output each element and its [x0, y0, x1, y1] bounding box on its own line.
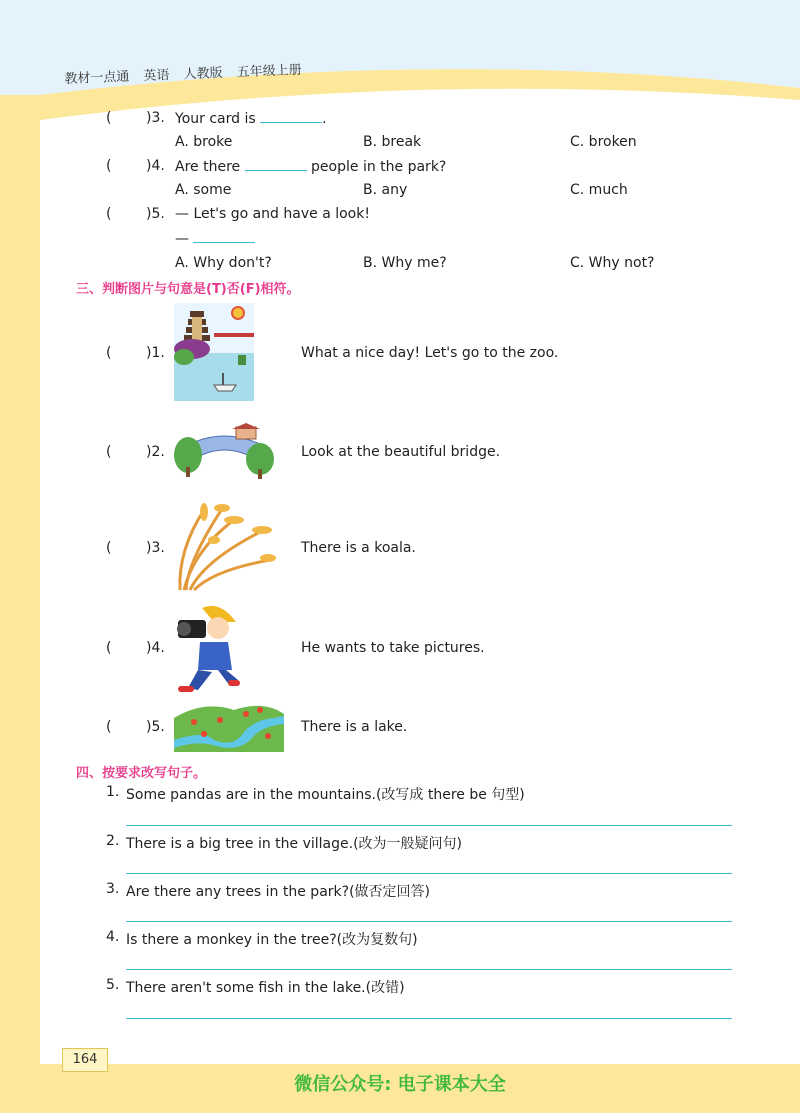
answer-paren[interactable]: (: [106, 640, 112, 656]
mc-number: )4.: [146, 158, 165, 174]
photographer-boy-picture: [174, 600, 240, 696]
rewrite-number: 1.: [106, 784, 120, 800]
item-number: )3.: [146, 540, 165, 556]
item-sentence: There is a koala.: [301, 540, 416, 556]
answer-paren[interactable]: (: [106, 540, 112, 556]
answer-line[interactable]: [126, 873, 732, 874]
header-grade: 五年级上册: [236, 62, 303, 81]
section-title: 三、判断图片与句意是(T)否(F)相符。: [76, 282, 300, 297]
option-b: B. Why me?: [363, 255, 447, 271]
section-title: 四、按要求改写句子。: [76, 766, 207, 781]
answer-blank[interactable]: [193, 230, 255, 243]
wheat-picture: [174, 500, 276, 592]
mc-question: [175, 110, 327, 127]
mc-reply: [175, 230, 255, 247]
mc-question: [175, 158, 446, 175]
bridge-picture: [174, 423, 276, 479]
answer-paren[interactable]: (: [106, 444, 112, 460]
rewrite-prompt: Are there any trees in the park?(做否定回答): [126, 884, 430, 900]
answer-line[interactable]: [126, 921, 732, 922]
river-landscape-picture: [174, 700, 284, 752]
option-a: A. Why don't?: [175, 255, 272, 271]
item-sentence: Look at the beautiful bridge.: [301, 444, 501, 460]
answer-paren[interactable]: (: [106, 719, 112, 735]
item-sentence: He wants to take pictures.: [301, 640, 485, 656]
mc-question-text: Your card is: [175, 111, 256, 127]
mc-question-text: — Let's go and have a look!: [175, 206, 370, 222]
rewrite-number: 4.: [106, 929, 120, 945]
rewrite-number: 2.: [106, 833, 120, 849]
answer-line[interactable]: [126, 1018, 732, 1019]
mc-question-end: people in the park?: [311, 159, 447, 175]
item-number: )4.: [146, 640, 165, 656]
mc-question-end: .: [322, 111, 327, 127]
rewrite-prompt: Is there a monkey in the tree?(改为复数句): [126, 932, 418, 948]
rewrite-number: 3.: [106, 881, 120, 897]
item-number: )5.: [146, 719, 165, 735]
page-number: 164: [62, 1048, 108, 1072]
answer-paren[interactable]: (: [106, 206, 112, 222]
mc-number: )3.: [146, 110, 165, 126]
mc-question-text: Are there: [175, 159, 241, 175]
option-a: A. broke: [175, 134, 233, 150]
mc-number: )5.: [146, 206, 165, 222]
item-sentence: There is a lake.: [301, 719, 408, 735]
header-band: [0, 0, 800, 120]
rewrite-prompt: Some pandas are in the mountains.(改写成 there be 句型): [126, 787, 525, 803]
left-margin-band: [0, 95, 40, 1113]
item-number: )2.: [146, 444, 165, 460]
answer-paren[interactable]: (: [106, 345, 112, 361]
answer-blank[interactable]: [245, 158, 307, 171]
option-c: C. broken: [570, 134, 637, 150]
option-b: B. break: [363, 134, 422, 150]
answer-line[interactable]: [126, 825, 732, 826]
item-number: )1.: [146, 345, 165, 361]
rewrite-prompt: There aren't some fish in the lake.(改错): [126, 980, 405, 996]
rewrite-prompt: There is a big tree in the village.(改为一般疑问句): [126, 836, 462, 852]
header-edition: 人教版: [183, 65, 223, 83]
rewrite-number: 5.: [106, 977, 120, 993]
option-c: C. much: [570, 182, 628, 198]
header-book: 教材一点通: [64, 69, 130, 87]
reply-dash: —: [175, 231, 189, 247]
footer-watermark: 微信公众号: 电子课本大全: [294, 1074, 506, 1095]
pagoda-park-picture: [174, 303, 254, 401]
answer-blank[interactable]: [260, 110, 322, 123]
answer-paren[interactable]: (: [106, 158, 112, 174]
option-a: A. some: [175, 182, 232, 198]
header-subject: 英语: [143, 67, 170, 84]
answer-paren[interactable]: (: [106, 110, 112, 126]
item-sentence: What a nice day! Let's go to the zoo.: [301, 345, 559, 361]
answer-line[interactable]: [126, 969, 732, 970]
option-b: B. any: [363, 182, 408, 198]
option-c: C. Why not?: [570, 255, 655, 271]
